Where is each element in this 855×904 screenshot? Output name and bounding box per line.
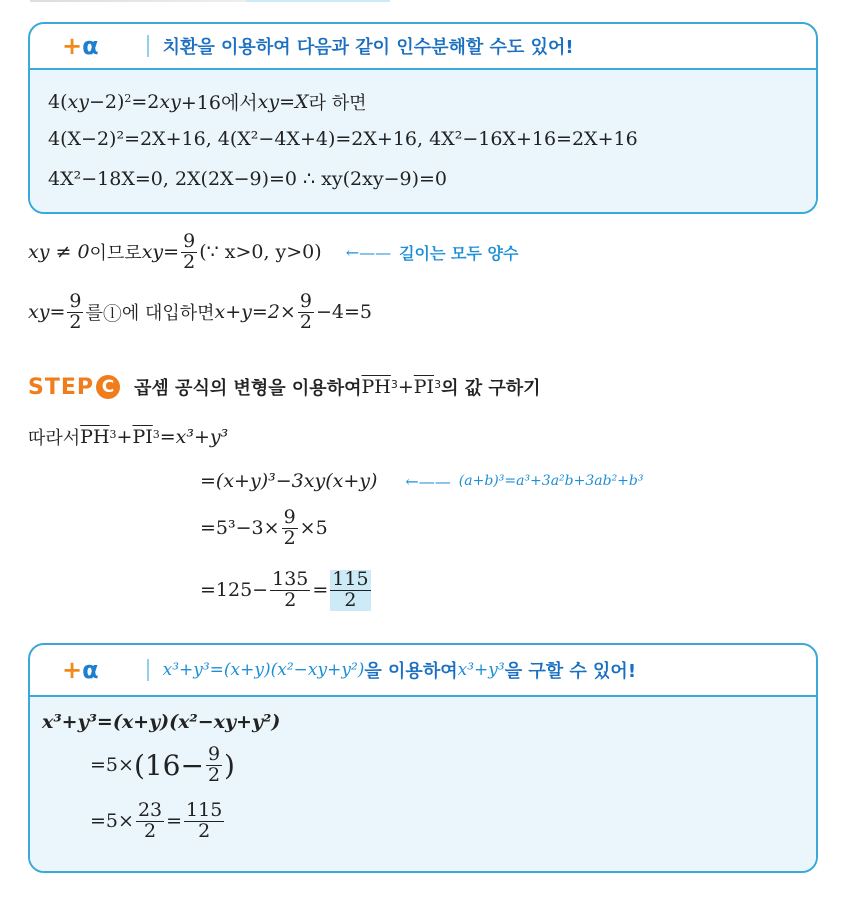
math-text: = [279,90,296,113]
numerator: 23 [137,799,163,821]
tip-body [30,70,816,214]
annotation: 길이는 모두 양수 [399,243,519,263]
numerator: 115 [186,799,223,821]
plus-alpha-badge [62,32,99,60]
fraction [270,570,310,611]
fraction [181,232,197,273]
fraction [206,745,222,786]
math-text: −4=5 [315,301,372,324]
math-text: x+y=2× [214,301,296,324]
math-text: 에 대입하면 [121,303,215,325]
numerator: 9 [207,743,221,765]
tip-heading: 치환을 이용하여 다음과 같이 인수분해할 수도 있어! [162,37,574,58]
math-text: −2) [88,90,125,113]
numerator: 9 [283,506,296,528]
math-text: x³+y³ [457,660,505,680]
math-text: =5× [90,754,134,777]
math-text: xy [257,90,280,113]
math-text: ⓛ [102,302,122,325]
math-text: =125− [200,579,269,602]
math-text: =2 [131,90,160,113]
solution-line-substitute [28,292,372,333]
math-text: =5³−3× [200,517,280,540]
step-label: STEP [28,374,95,400]
numerator: 9 [69,290,82,312]
math-text: 곱셈 공식의 변형을 이용하여 [134,378,362,399]
math-text: xy [141,241,164,264]
tip-line-1: x³+y³=(x+y)(x²−xy+y²) [42,711,281,733]
calc-line-0 [28,424,228,450]
arrow-icon: ←—— [345,242,392,262]
denominator: 2 [344,588,357,611]
math-text: $\overline{PH}$ [361,376,391,398]
calc-line-2 [200,508,328,549]
math-text: = [312,579,329,602]
denominator: 2 [198,819,211,842]
numerator: 9 [299,290,312,312]
math-text: ) [224,748,235,782]
math-text: = [49,301,66,324]
math-text: $\overline{PH}$ [80,426,110,448]
arrow-icon: ←—— [405,471,451,491]
numerator: 9 [183,230,196,252]
math-text: (∵ x>0, y>0) [199,241,322,264]
math-text: =(x+y)³−3xy(x+y) [200,470,378,492]
final-answer [330,570,370,611]
math-text: xy [67,90,89,113]
fraction [298,292,314,333]
solution-line-xy [28,232,518,273]
tip-box-cube-sum [28,643,818,873]
math-text: x³+y³=(x+y)(x²−xy+y²) [162,660,365,680]
math-text: + [62,656,83,684]
math-text: 4( [48,90,68,113]
math-text: +16에서 [180,92,258,114]
tip-line-3: 4X²−18X=0, 2X(2X−9)=0 ∴ xy(2xy−9)=0 [48,168,448,190]
fraction [184,801,224,842]
math-text: xy [159,90,181,113]
numerator: 135 [272,568,309,590]
math-text: (16− [133,748,204,782]
math-text: =x³+y³ [159,426,229,448]
denominator: 2 [143,819,157,842]
formula-annotation: (a+b)³=a³+3a²b+3ab²+b³ [458,473,644,489]
numerator: 115 [332,568,369,590]
step-c-heading [28,374,541,400]
cropped-previous-line [30,0,390,2]
divider [147,659,149,681]
math-text: =5× [90,810,134,833]
divider [147,35,149,57]
math-text: + [62,32,83,60]
math-text: 라 하면 [308,92,367,114]
denominator: 2 [299,310,312,333]
tip-header [30,24,816,70]
step-letter-badge: C [96,375,120,399]
denominator: 2 [69,310,82,333]
tip-line-1 [48,88,366,115]
tip-header [30,645,816,697]
denominator: 2 [284,588,297,611]
tip-line-2 [90,745,235,786]
plus-alpha-badge [62,656,99,684]
calc-line-1 [200,470,643,492]
math-text: 를 [85,303,103,325]
fraction [67,292,83,333]
math-text: xy ≠ 0 [28,241,90,264]
tip-body [30,697,816,873]
math-text: 을 구할 수 있어! [504,661,637,682]
math-text: ×5 [299,517,328,540]
tip-box-substitution [28,22,818,214]
math-text: 3 [152,427,160,441]
math-text: 2 [124,92,132,105]
fraction [282,508,298,549]
tip-line-3 [90,801,226,842]
math-text: X [295,90,309,113]
math-text: 을 이용하여 [364,661,458,682]
math-text: $\overline{PI}$ [132,426,153,448]
math-text: 3 [390,377,398,391]
math-text: 3 [109,427,117,441]
math-text: = [163,241,180,264]
math-text: + [397,376,414,398]
denominator: 2 [283,526,296,549]
math-text: $\overline{PI}$ [413,376,435,398]
math-text: 3 [434,377,442,391]
math-text: xy [28,301,50,324]
math-text: + [116,426,133,448]
calc-line-3 [200,570,373,611]
denominator: 2 [207,763,221,786]
tip-line-2: 4(X−2)²=2X+16, 4(X²−4X+4)=2X+16, 4X²−16X+16=2X+16 [48,128,638,150]
math-text: = [166,810,183,833]
math-text: 이므로 [89,243,142,265]
math-text: 의 값 구하기 [441,378,541,399]
math-text: α [82,656,99,684]
math-text: α [82,32,99,60]
math-text: 따라서 [28,428,81,449]
denominator: 2 [183,250,196,273]
fraction [136,801,164,842]
